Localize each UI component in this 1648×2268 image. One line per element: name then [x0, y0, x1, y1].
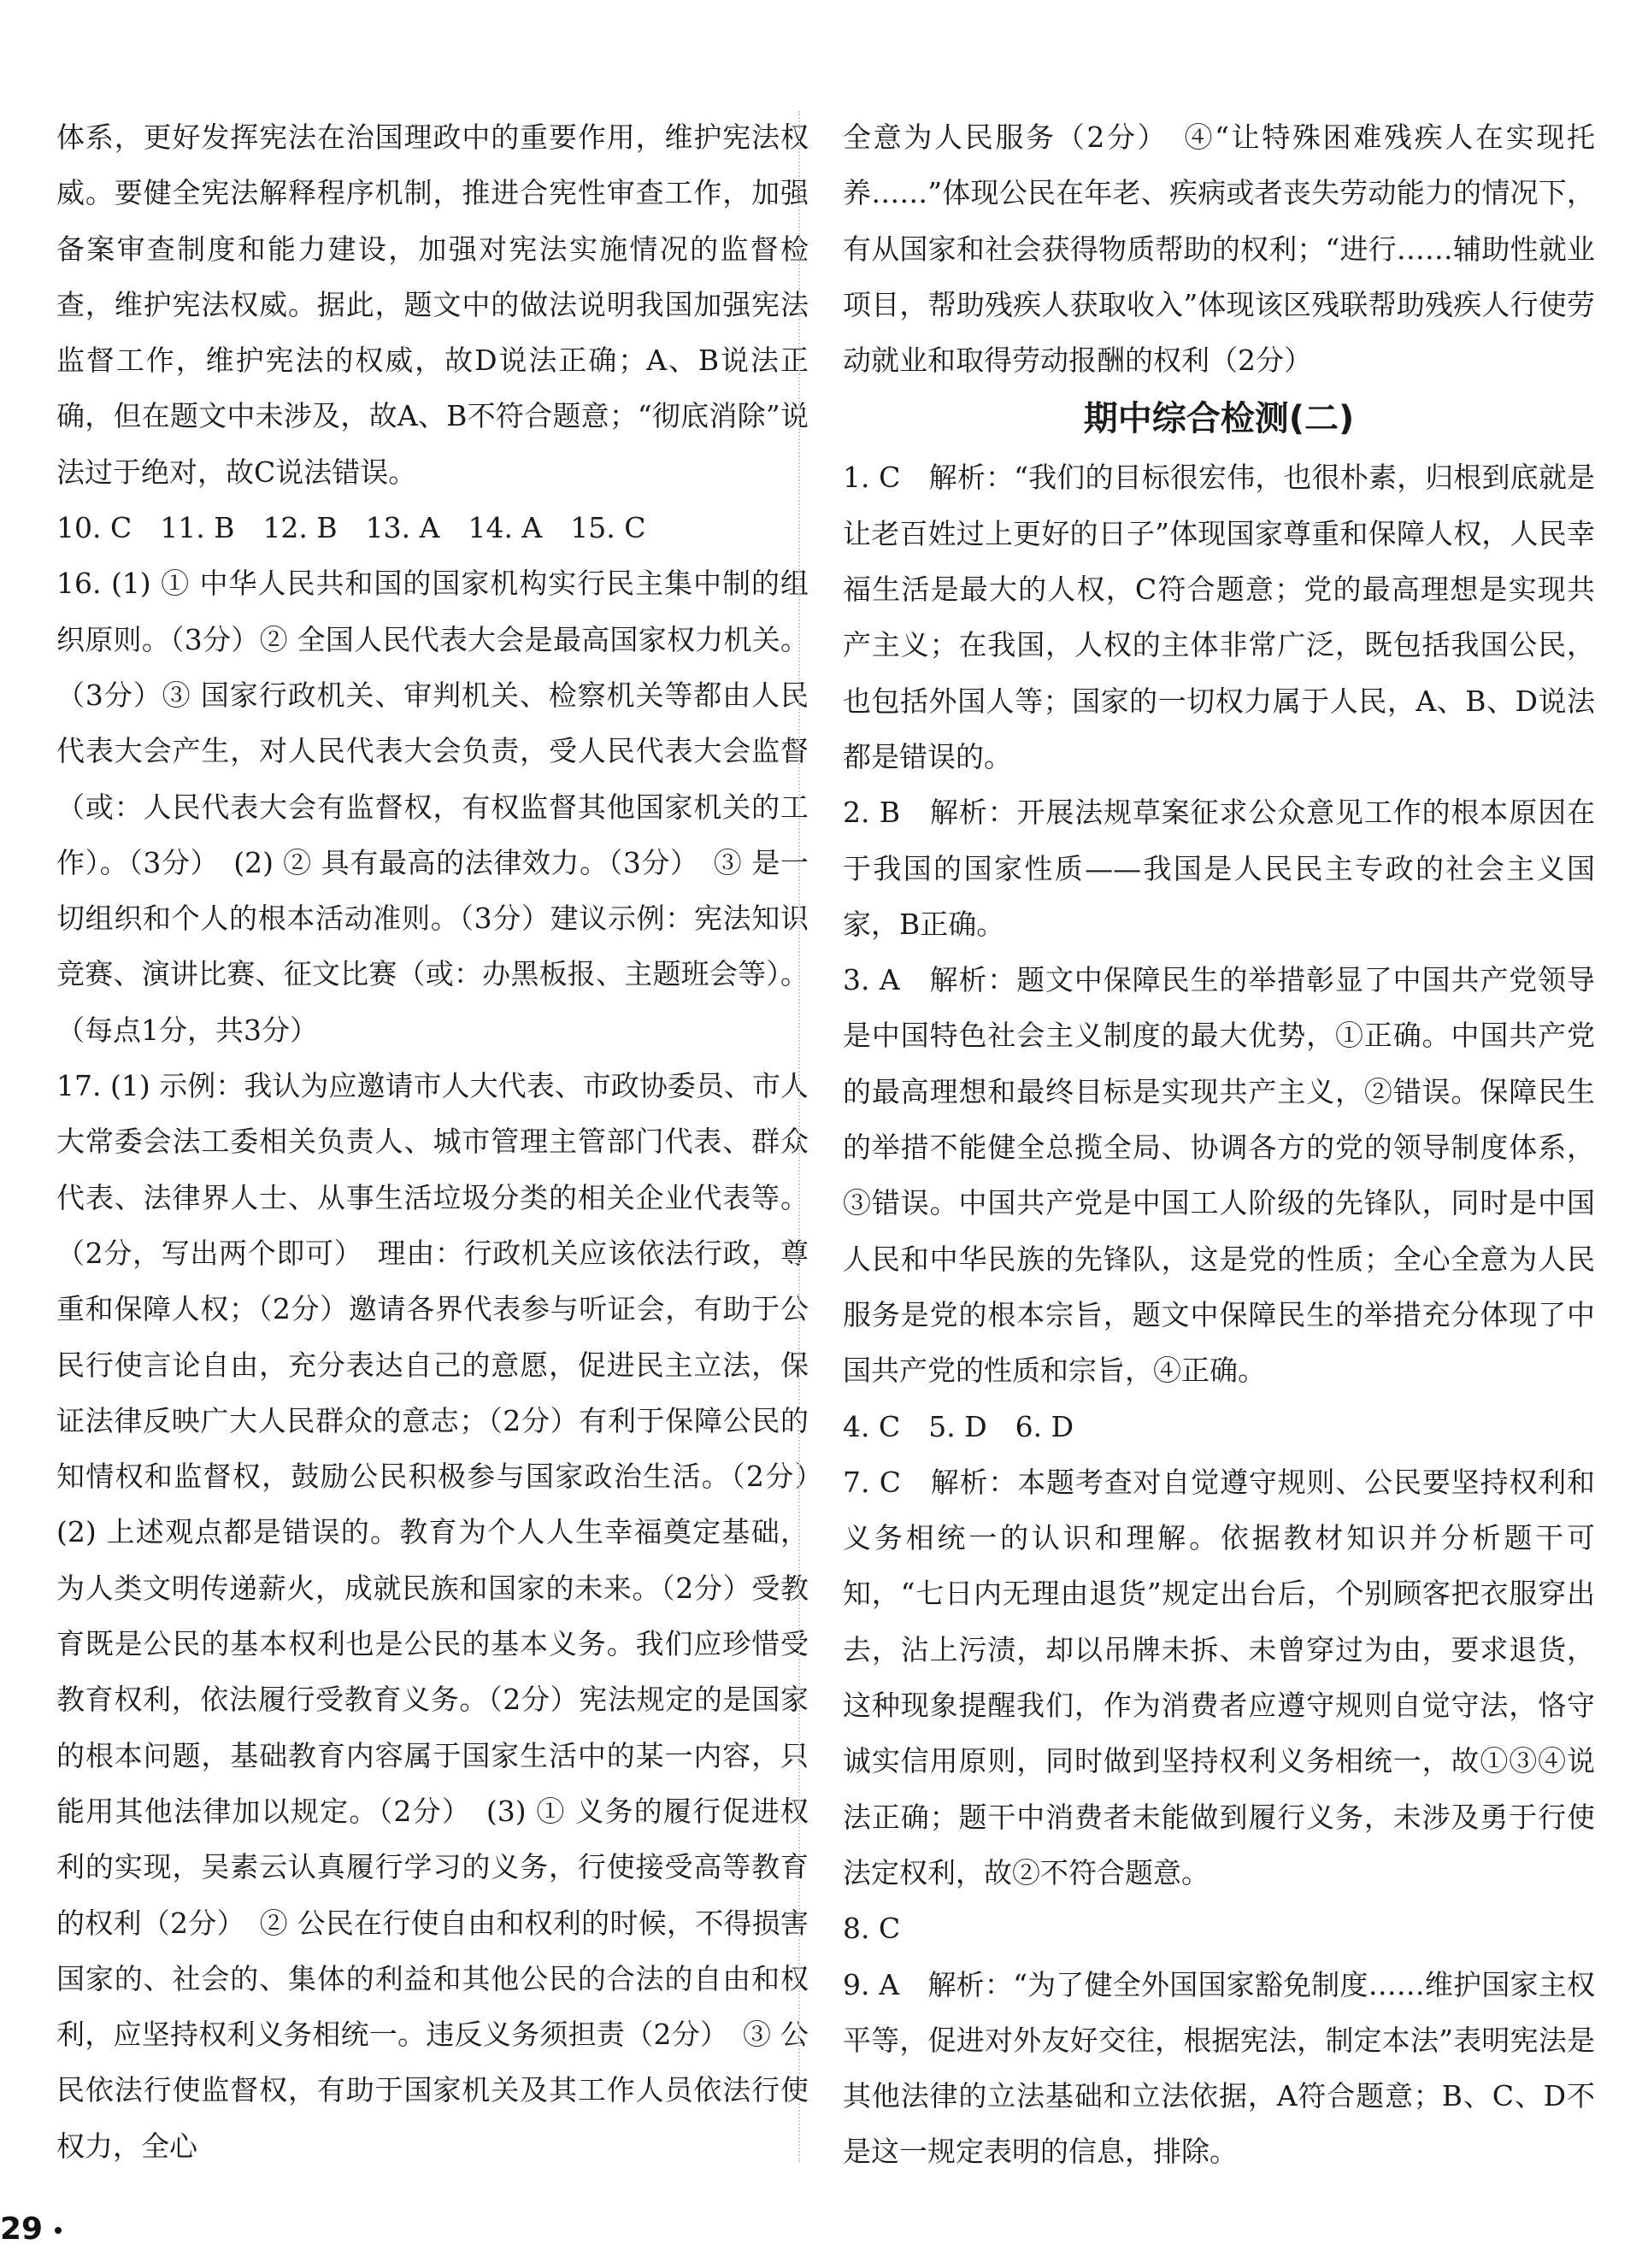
- section-title: 期中综合检测(二): [1083, 399, 1355, 439]
- answer-16: 16. (1) ① 中华人民共和国的国家机构实行民主集中制的组织原则。（3分）② 全国人民代表大会是最高国家权力机关。（3分）③ 国家行政机关、审判机关、检察机关等都由人民代表大会产生，对人民代表大会负责，受人民代表大会监督（或：人民代表大会有监督权，有权监督其他国家机关的工作）。（3分） (2) ② 具有最高的法律效力。（3分） ③ 是一切组织和个人的根本活动准则。（3分）建议示例：宪法知识竞赛、演讲比赛、征文比赛（或：办黑板报、主题班会等）。（每点1分，共3分）: [56, 567, 809, 1047]
- left-column: [56, 109, 837, 2174]
- answer-17-continuation: 全意为人民服务（2分） ④“让特殊困难残疾人在实现托养……”体现公民在年老、疾病或者丧失劳动能力的情况下，有从国家和社会获得物质帮助的权利；“进行……辅助性就业项目，帮助残疾人获取收入”体现该区残联帮助残疾人行使劳动就业和取得劳动报酬的权利（2分）: [843, 120, 1595, 378]
- answer-1: 1. C 解析：“我们的目标很宏伟，也很朴素，归根到底就是让老百姓过上更好的日子”体现国家尊重和保障人权，人民幸福生活是最大的人权，C符合题意；党的最高理想是实现共产主义；在我国，人权的主体非常广泛，既包括我国公民，也包括外国人等；国家的一切权力属于人民，A、B、D说法都是错误的。: [843, 461, 1595, 773]
- answer-2: 2. B 解析：开展法规草案征求公众意见工作的根本原因在于我国的国家性质——我国是人民民主专政的社会主义国家，B正确。: [843, 796, 1595, 941]
- answer-9: 9. A 解析：“为了健全外国国家豁免制度……维护国家主权平等，促进对外友好交往，根据宪法，制定本法”表明宪法是其他法律的立法基础和立法依据，A符合题意；B、C、D不是这一规定表明的信息，排除。: [843, 1967, 1595, 2169]
- answer-3: 3. A 解析：题文中保障民生的举措彰显了中国共产党领导是中国特色社会主义制度的最大优势，①正确。中国共产党的最高理想和最终目标是实现共产主义，②错误。保障民生的举措不能健全总揽全局、协调各方的党的领导制度体系，③错误。中国共产党是中国工人阶级的先锋队，同时是中国人民和中华民族的先锋队，这是党的性质；全心全意为人民服务是党的根本宗旨，题文中保障民生的举措充分体现了中国共产党的性质和宗旨，④正确。: [843, 963, 1595, 1388]
- paragraph-continuation: 体系，更好发挥宪法在治国理政中的重要作用，维护宪法权威。要健全宪法解释程序机制，推进合宪性审查工作，加强备案审查制度和能力建设，加强对宪法实施情况的监督检查，维护宪法权威。据此，题文中的做法说明我国加强宪法监督工作，维护宪法的权威，故D说法正确；A、B说法正确，但在题文中未涉及，故A、B不符合题意；“彻底消除”说法过于绝对，故C说法错误。: [56, 120, 809, 489]
- right-column: [843, 109, 1595, 2180]
- page-number-text: 29: [0, 2212, 44, 2247]
- page-number-dot: [55, 2227, 62, 2234]
- page-number: [0, 2212, 62, 2247]
- answer-line-4-6: 4. C 5. D 6. D: [843, 1409, 1074, 1443]
- answer-8: 8. C: [843, 1912, 901, 1946]
- column-divider: [798, 111, 800, 2162]
- answer-7: 7. C 解析：本题考查对自觉遵守规则、公民要坚持权利和义务相统一的认识和理解。依据教材知识并分析题干可知，“七日内无理由退货”规定出台后，个别顾客把衣服穿出去，沾上污渍，却以吊牌未拆、未曾穿过为由，要求退货，这种现象提醒我们，作为消费者应遵守规则自觉守法，恪守诚实信用原则，同时做到坚持权利义务相统一，故①③④说法正确；题干中消费者未能做到履行义务，未涉及勇于行使法定权利，故②不符合题意。: [843, 1465, 1595, 1889]
- answer-17: 17. (1) 示例：我认为应邀请市人大代表、市政协委员、市人大常委会法工委相关负责人、城市管理主管部门代表、群众代表、法律界人士、从事生活垃圾分类的相关企业代表等。（2分，写出两个即可） 理由：行政机关应该依法行政，尊重和保障人权；（2分）邀请各界代表参与听证会，有助于公民行使言论自由，充分表达自己的意愿，促进民主立法，保证法律反映广大人民群众的意志；（2分）有利于保障公民的知情权和监督权，鼓励公民积极参与国家政治生活。（2分） (2) 上述观点都是错误的。教育为个人人生幸福奠定基础，为人类文明传递薪火，成就民族和国家的未来。（2分）受教育既是公民的基本权利也是公民的基本义务。我们应珍惜受教育权利，依法履行受教育义务。（2分）宪法规定的是国家的根本问题，基础教育内容属于国家生活中的某一内容，只能用其他法律加以规定。（2分） (3) ① 义务的履行促进权利的实现，吴素云认真履行学习的义务，行使接受高等教育的权利（2分） ② 公民在行使自由和权利的时候，不得损害国家的、社会的、集体的利益和其他公民的合法的自由和权利，应坚持权利义务相统一。违反义务须担责（2分） ③ 公民依法行使监督权，有助于国家机关及其工作人员依法行使权力，全心: [56, 1069, 837, 2163]
- answer-line-10-15: 10. C 11. B 12. B 13. A 14. A 15. C: [56, 511, 646, 545]
